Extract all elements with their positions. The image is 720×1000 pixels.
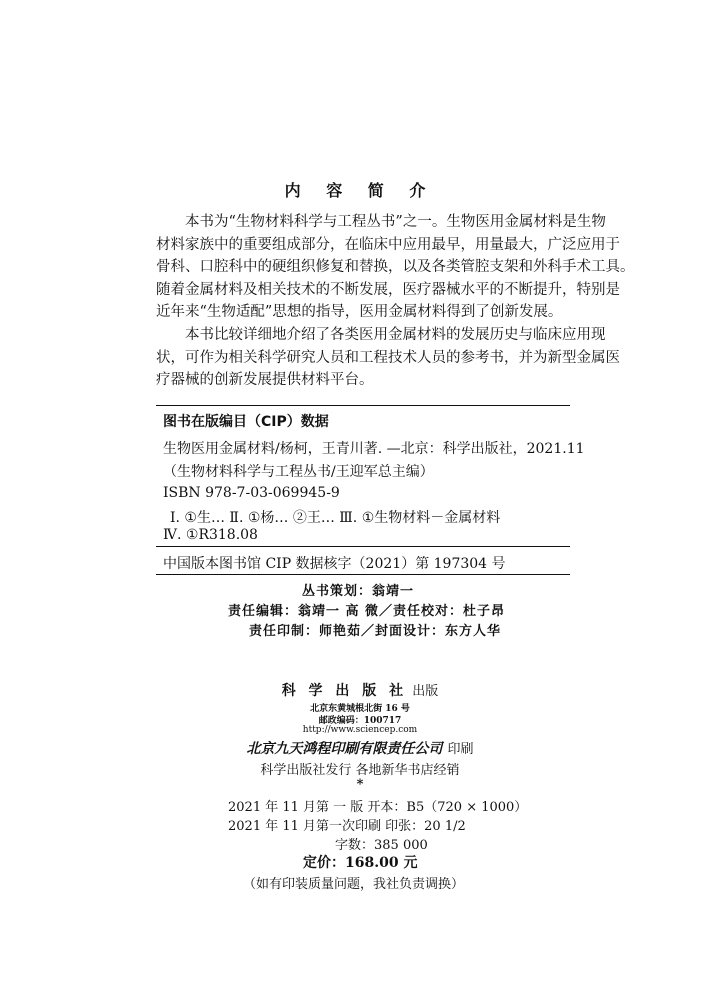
- cip-record-number: 中国版本图书馆 CIP 数据核字（2021）第 197304 号: [163, 556, 506, 572]
- publisher-address: 北京东黄城根北街 16 号: [310, 704, 410, 714]
- summary-line: 骨科、口腔科中的硬组织修复和替换，以及各类管腔支架和外科手术工具。: [156, 259, 635, 275]
- cip-isbn: ISBN 978-7-03-069945-9: [163, 485, 340, 501]
- cip-classification-2: Ⅳ. ①R318.08: [163, 527, 258, 543]
- cip-middle-rule: [156, 546, 570, 547]
- printer-name: 北京九天鸿程印刷有限责任公司: [246, 741, 443, 757]
- summary-line: 疗器械的创新发展提供材料平台。: [156, 372, 374, 388]
- cip-bibliographic-line: 生物医用金属材料/杨柯，王青川著. —北京：科学出版社，2021.11: [163, 441, 585, 457]
- publisher-suffix: 出版: [412, 684, 439, 699]
- cip-top-rule: [156, 405, 570, 406]
- summary-line: 材料家族中的重要组成部分，在临床中应用最早，用量最大，广泛应用于: [156, 236, 620, 253]
- publisher-name: 科 学 出 版 社: [281, 683, 408, 699]
- cip-classification-1: Ⅰ. ①生… Ⅱ. ①杨… ②王… Ⅲ. ①生物材料－金属材料: [170, 510, 501, 526]
- quality-notice: （如有印装质量问题，我社负责调换）: [243, 877, 465, 892]
- cip-bottom-rule: [156, 574, 570, 575]
- word-count: 字数：385 000: [335, 838, 428, 853]
- summary-paragraph-2: [156, 324, 620, 392]
- summary-paragraph-1: [156, 211, 635, 324]
- series-planner: 丛书策划：翁靖一: [302, 584, 415, 599]
- printing-line: 2021 年 11 月第一次印刷 印张：20 1/2: [228, 819, 466, 834]
- publisher-website: http://www.sciencep.com: [302, 725, 418, 735]
- distribution-line: 科学出版社发行 各地新华书店经销: [260, 763, 460, 778]
- cip-heading: 图书在版编目（CIP）数据: [163, 414, 329, 430]
- summary-line: 本书为“生物材料科学与工程丛书”之一。生物医用金属材料是生物: [185, 214, 606, 230]
- separator-asterisk: *: [356, 777, 364, 792]
- edition-line: 2021 年 11 月第 一 版 开本：B5（720 × 1000）: [228, 800, 528, 815]
- cip-series-line: （生物材料科学与工程丛书/王迎军总主编）: [163, 464, 434, 480]
- editors-proofreader: 责任编辑：翁靖一 高 微／责任校对：杜子昂: [228, 604, 506, 619]
- summary-line: 近年来“生物适配”思想的指导，医用金属材料得到了创新发展。: [156, 304, 563, 320]
- publisher-line: [0, 680, 720, 700]
- printer-suffix: 印刷: [447, 742, 474, 757]
- summary-line: 随着金属材料及相关技术的不断发展，医疗器械水平的不断提升，特别是: [156, 281, 620, 298]
- price: 定价：168.00 元: [303, 855, 418, 871]
- summary-line: 状，可作为相关科学研究人员和工程技术人员的参考书，并为新型金属医: [156, 349, 620, 366]
- printer-line: [0, 738, 720, 758]
- publisher-postcode: 邮政编码：100717: [318, 716, 402, 726]
- summary-line: 本书比较详细地介绍了各类医用金属材料的发展历史与临床应用现: [185, 327, 606, 343]
- print-cover-design: 责任印制：师艳茹／封面设计：东方人华: [249, 624, 502, 639]
- page-title: 内 容 简 介: [284, 181, 436, 200]
